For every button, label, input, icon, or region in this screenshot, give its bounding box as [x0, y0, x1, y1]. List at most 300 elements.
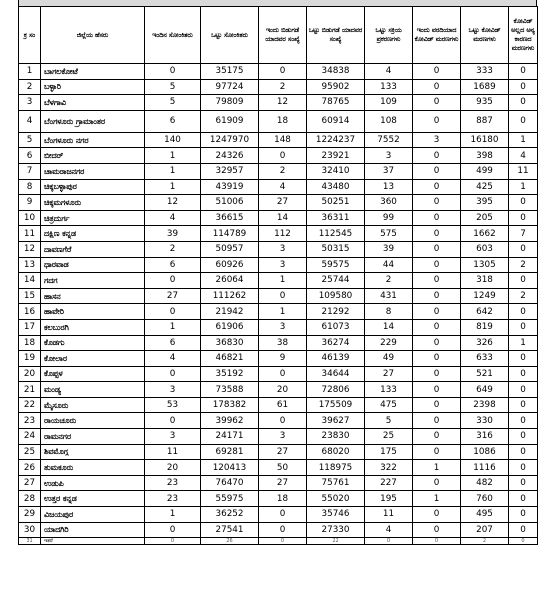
- today-discharged-cell: 112: [259, 226, 307, 242]
- serial-cell: 18: [19, 335, 41, 351]
- total-discharged-cell: 22: [307, 538, 365, 545]
- total-deaths-cell: 2398: [461, 397, 509, 413]
- non-covid-deaths-cell: 7: [509, 226, 538, 242]
- district-cell: ಇತರೆ: [41, 538, 145, 545]
- header-row: [19, 7, 538, 64]
- active-cases-cell: 3: [365, 148, 413, 164]
- today-deaths-cell: 0: [413, 319, 461, 335]
- total-cases-cell: 178382: [201, 397, 259, 413]
- today-deaths-cell: 0: [413, 351, 461, 367]
- district-cell: ಬಾಗಲಕೋಟೆ: [41, 64, 145, 80]
- active-cases-cell: 2: [365, 273, 413, 289]
- header-today-cases: ಇಂದಿನ ಸೋಂಕಿತರು: [145, 7, 201, 64]
- total-deaths-cell: 1116: [461, 460, 509, 476]
- district-cell: ಕೋಲಾರ: [41, 351, 145, 367]
- today-cases-cell: 11: [145, 444, 201, 460]
- district-cell: ಗದಗ: [41, 273, 145, 289]
- today-deaths-cell: 0: [413, 335, 461, 351]
- non-covid-deaths-cell: 2: [509, 257, 538, 273]
- total-deaths-cell: 395: [461, 195, 509, 211]
- total-discharged-cell: 23830: [307, 429, 365, 445]
- table-row: [19, 366, 538, 382]
- total-discharged-cell: 55020: [307, 491, 365, 507]
- today-discharged-cell: 3: [259, 257, 307, 273]
- total-cases-cell: 46821: [201, 351, 259, 367]
- total-cases-cell: 27541: [201, 522, 259, 538]
- district-cell: ಕೊಪ್ಪಳ: [41, 366, 145, 382]
- today-cases-cell: 23: [145, 491, 201, 507]
- serial-cell: 21: [19, 382, 41, 398]
- table-row: [19, 132, 538, 148]
- today-discharged-cell: 14: [259, 210, 307, 226]
- today-cases-cell: 3: [145, 382, 201, 398]
- today-discharged-cell: 3: [259, 429, 307, 445]
- total-cases-cell: 39962: [201, 413, 259, 429]
- district-cell: ರಾಮನಗರ: [41, 429, 145, 445]
- today-cases-cell: 1: [145, 179, 201, 195]
- serial-cell: 27: [19, 475, 41, 491]
- total-deaths-cell: 760: [461, 491, 509, 507]
- today-cases-cell: 53: [145, 397, 201, 413]
- table-row: [19, 475, 538, 491]
- today-deaths-cell: 0: [413, 288, 461, 304]
- today-discharged-cell: 148: [259, 132, 307, 148]
- active-cases-cell: 195: [365, 491, 413, 507]
- total-deaths-cell: 316: [461, 429, 509, 445]
- serial-cell: 10: [19, 210, 41, 226]
- non-covid-deaths-cell: 0: [509, 273, 538, 289]
- today-cases-cell: 0: [145, 304, 201, 320]
- active-cases-cell: 175: [365, 444, 413, 460]
- today-cases-cell: 1: [145, 148, 201, 164]
- total-discharged-cell: 35746: [307, 507, 365, 523]
- today-cases-cell: 6: [145, 257, 201, 273]
- total-deaths-cell: 330: [461, 413, 509, 429]
- table-row: [19, 351, 538, 367]
- active-cases-cell: 133: [365, 79, 413, 95]
- active-cases-cell: 8: [365, 304, 413, 320]
- serial-cell: 14: [19, 273, 41, 289]
- today-cases-cell: 1: [145, 163, 201, 179]
- total-discharged-cell: 36274: [307, 335, 365, 351]
- today-discharged-cell: 0: [259, 413, 307, 429]
- total-deaths-cell: 1086: [461, 444, 509, 460]
- active-cases-cell: 431: [365, 288, 413, 304]
- serial-cell: 11: [19, 226, 41, 242]
- today-cases-cell: 5: [145, 95, 201, 111]
- district-cell: ಮಂಡ್ಯ: [41, 382, 145, 398]
- today-cases-cell: 1: [145, 319, 201, 335]
- today-deaths-cell: 0: [413, 226, 461, 242]
- total-cases-cell: 26064: [201, 273, 259, 289]
- total-deaths-cell: 499: [461, 163, 509, 179]
- serial-cell: 7: [19, 163, 41, 179]
- today-cases-cell: 4: [145, 351, 201, 367]
- total-discharged-cell: 60914: [307, 110, 365, 132]
- table-row: [19, 538, 538, 545]
- today-cases-cell: 6: [145, 335, 201, 351]
- total-deaths-cell: 2: [461, 538, 509, 545]
- table-row: [19, 110, 538, 132]
- active-cases-cell: 39: [365, 241, 413, 257]
- today-deaths-cell: 0: [413, 304, 461, 320]
- today-discharged-cell: 18: [259, 110, 307, 132]
- total-cases-cell: 51006: [201, 195, 259, 211]
- district-cell: ಧಾರವಾಡ: [41, 257, 145, 273]
- district-cell: ಬೆಂಗಳೂರು ನಗರ: [41, 132, 145, 148]
- total-deaths-cell: 633: [461, 351, 509, 367]
- total-cases-cell: 26: [201, 538, 259, 545]
- non-covid-deaths-cell: 0: [509, 507, 538, 523]
- district-cell: ಚಿತ್ರದುರ್ಗ: [41, 210, 145, 226]
- active-cases-cell: 109: [365, 95, 413, 111]
- table-row: [19, 273, 538, 289]
- total-cases-cell: 114789: [201, 226, 259, 242]
- today-deaths-cell: 0: [413, 382, 461, 398]
- district-cell: ದಕ್ಷಿಣ ಕನ್ನಡ: [41, 226, 145, 242]
- today-discharged-cell: 0: [259, 148, 307, 164]
- active-cases-cell: 229: [365, 335, 413, 351]
- total-deaths-cell: 425: [461, 179, 509, 195]
- today-deaths-cell: 1: [413, 491, 461, 507]
- non-covid-deaths-cell: 0: [509, 110, 538, 132]
- active-cases-cell: 5: [365, 413, 413, 429]
- district-cell: ದಾವಣಗೆರೆ: [41, 241, 145, 257]
- today-discharged-cell: 3: [259, 241, 307, 257]
- today-deaths-cell: 0: [413, 195, 461, 211]
- table-row: [19, 257, 538, 273]
- total-deaths-cell: 205: [461, 210, 509, 226]
- total-cases-cell: 24326: [201, 148, 259, 164]
- today-cases-cell: 23: [145, 475, 201, 491]
- table-row: [19, 210, 538, 226]
- today-cases-cell: 0: [145, 366, 201, 382]
- serial-cell: 1: [19, 64, 41, 80]
- active-cases-cell: 0: [365, 538, 413, 545]
- non-covid-deaths-cell: 11: [509, 163, 538, 179]
- non-covid-deaths-cell: 0: [509, 460, 538, 476]
- total-deaths-cell: 642: [461, 304, 509, 320]
- non-covid-deaths-cell: 0: [509, 444, 538, 460]
- today-deaths-cell: 0: [413, 148, 461, 164]
- total-deaths-cell: 1662: [461, 226, 509, 242]
- total-deaths-cell: 16180: [461, 132, 509, 148]
- district-cell: ಚಿಕ್ಕಮಗಳೂರು: [41, 195, 145, 211]
- serial-cell: 2: [19, 79, 41, 95]
- serial-cell: 6: [19, 148, 41, 164]
- non-covid-deaths-cell: 0: [509, 522, 538, 538]
- active-cases-cell: 322: [365, 460, 413, 476]
- header-today-deaths: ಇಂದು ವರದಿಯಾದ ಕೋವಿಡ್ ಮರಣಗಳು: [413, 7, 461, 64]
- district-cell: ಉಡುಪಿ: [41, 475, 145, 491]
- district-cell: ಬೆಂಗಳೂರು ಗ್ರಾಮಾಂತರ: [41, 110, 145, 132]
- today-cases-cell: 0: [145, 413, 201, 429]
- non-covid-deaths-cell: 0: [509, 413, 538, 429]
- total-deaths-cell: 935: [461, 95, 509, 111]
- table-row: [19, 319, 538, 335]
- active-cases-cell: 11: [365, 507, 413, 523]
- total-discharged-cell: 95902: [307, 79, 365, 95]
- non-covid-deaths-cell: 0: [509, 79, 538, 95]
- total-cases-cell: 50957: [201, 241, 259, 257]
- today-deaths-cell: 0: [413, 475, 461, 491]
- table-row: [19, 413, 538, 429]
- table-row: [19, 304, 538, 320]
- today-discharged-cell: 61: [259, 397, 307, 413]
- total-discharged-cell: 39627: [307, 413, 365, 429]
- non-covid-deaths-cell: 1: [509, 179, 538, 195]
- total-cases-cell: 35175: [201, 64, 259, 80]
- serial-cell: 29: [19, 507, 41, 523]
- total-cases-cell: 43919: [201, 179, 259, 195]
- serial-cell: 20: [19, 366, 41, 382]
- serial-cell: 24: [19, 429, 41, 445]
- table-row: [19, 179, 538, 195]
- today-cases-cell: 0: [145, 538, 201, 545]
- total-discharged-cell: 34644: [307, 366, 365, 382]
- header-non-covid-deaths: ಕೋವಿಡ್ ಅಲ್ಲದ ಅನ್ಯ ಕಾರಣದ ಮರಣಗಳು: [509, 7, 538, 64]
- table-row: [19, 241, 538, 257]
- today-deaths-cell: 0: [413, 429, 461, 445]
- total-deaths-cell: 495: [461, 507, 509, 523]
- today-deaths-cell: 0: [413, 95, 461, 111]
- today-discharged-cell: 0: [259, 366, 307, 382]
- header-total-deaths: ಒಟ್ಟು ಕೋವಿಡ್ ಮರಣಗಳು: [461, 7, 509, 64]
- district-cell: ರಾಯಚೂರು: [41, 413, 145, 429]
- total-discharged-cell: 32410: [307, 163, 365, 179]
- total-discharged-cell: 72806: [307, 382, 365, 398]
- today-deaths-cell: 0: [413, 257, 461, 273]
- serial-cell: 3: [19, 95, 41, 111]
- header-active-cases: ಒಟ್ಟು ಸಕ್ರಿಯ ಪ್ರಕರಣಗಳು: [365, 7, 413, 64]
- active-cases-cell: 25: [365, 429, 413, 445]
- today-cases-cell: 20: [145, 460, 201, 476]
- today-cases-cell: 0: [145, 522, 201, 538]
- active-cases-cell: 13: [365, 179, 413, 195]
- today-deaths-cell: 0: [413, 413, 461, 429]
- serial-cell: 13: [19, 257, 41, 273]
- total-discharged-cell: 78765: [307, 95, 365, 111]
- total-cases-cell: 32957: [201, 163, 259, 179]
- total-deaths-cell: 398: [461, 148, 509, 164]
- non-covid-deaths-cell: 2: [509, 288, 538, 304]
- today-discharged-cell: 27: [259, 195, 307, 211]
- non-covid-deaths-cell: 1: [509, 335, 538, 351]
- today-deaths-cell: 0: [413, 64, 461, 80]
- total-deaths-cell: 819: [461, 319, 509, 335]
- active-cases-cell: 7552: [365, 132, 413, 148]
- non-covid-deaths-cell: 0: [509, 210, 538, 226]
- table-row: [19, 288, 538, 304]
- today-cases-cell: 4: [145, 210, 201, 226]
- total-cases-cell: 61906: [201, 319, 259, 335]
- active-cases-cell: 360: [365, 195, 413, 211]
- today-discharged-cell: 1: [259, 304, 307, 320]
- active-cases-cell: 27: [365, 366, 413, 382]
- today-cases-cell: 1: [145, 507, 201, 523]
- today-discharged-cell: 27: [259, 444, 307, 460]
- header-serial: ಕ್ರ ಸಂ: [19, 7, 41, 64]
- non-covid-deaths-cell: 0: [509, 195, 538, 211]
- total-discharged-cell: 34838: [307, 64, 365, 80]
- total-deaths-cell: 482: [461, 475, 509, 491]
- serial-cell: 26: [19, 460, 41, 476]
- table-row: [19, 163, 538, 179]
- active-cases-cell: 133: [365, 382, 413, 398]
- today-deaths-cell: 0: [413, 397, 461, 413]
- district-cell: ಕೊಡಗು: [41, 335, 145, 351]
- total-deaths-cell: 207: [461, 522, 509, 538]
- table-row: [19, 522, 538, 538]
- today-deaths-cell: 0: [413, 110, 461, 132]
- today-discharged-cell: 20: [259, 382, 307, 398]
- active-cases-cell: 49: [365, 351, 413, 367]
- table-row: [19, 507, 538, 523]
- non-covid-deaths-cell: 0: [509, 491, 538, 507]
- today-discharged-cell: 50: [259, 460, 307, 476]
- active-cases-cell: 44: [365, 257, 413, 273]
- today-discharged-cell: 0: [259, 507, 307, 523]
- non-covid-deaths-cell: 0: [509, 382, 538, 398]
- table-row: [19, 226, 538, 242]
- serial-cell: 28: [19, 491, 41, 507]
- total-cases-cell: 97724: [201, 79, 259, 95]
- district-cell: ಹಾವೇರಿ: [41, 304, 145, 320]
- total-discharged-cell: 36311: [307, 210, 365, 226]
- serial-cell: 19: [19, 351, 41, 367]
- today-discharged-cell: 1: [259, 273, 307, 289]
- today-deaths-cell: 0: [413, 444, 461, 460]
- active-cases-cell: 99: [365, 210, 413, 226]
- total-deaths-cell: 326: [461, 335, 509, 351]
- district-cell: ಶಿವಮೊಗ್ಗ: [41, 444, 145, 460]
- today-discharged-cell: 0: [259, 64, 307, 80]
- total-discharged-cell: 1224237: [307, 132, 365, 148]
- non-covid-deaths-cell: 0: [509, 351, 538, 367]
- district-cell: ಉತ್ತರ ಕನ್ನಡ: [41, 491, 145, 507]
- serial-cell: 31: [19, 538, 41, 545]
- serial-cell: 12: [19, 241, 41, 257]
- non-covid-deaths-cell: 1: [509, 132, 538, 148]
- total-cases-cell: 73588: [201, 382, 259, 398]
- serial-cell: 15: [19, 288, 41, 304]
- today-deaths-cell: 0: [413, 273, 461, 289]
- total-cases-cell: 36830: [201, 335, 259, 351]
- today-deaths-cell: 0: [413, 210, 461, 226]
- active-cases-cell: 227: [365, 475, 413, 491]
- total-discharged-cell: 59575: [307, 257, 365, 273]
- total-discharged-cell: 75761: [307, 475, 365, 491]
- today-deaths-cell: 1: [413, 460, 461, 476]
- total-deaths-cell: 603: [461, 241, 509, 257]
- district-covid-table: [18, 6, 538, 545]
- serial-cell: 17: [19, 319, 41, 335]
- table-row: [19, 444, 538, 460]
- serial-cell: 22: [19, 397, 41, 413]
- total-deaths-cell: 333: [461, 64, 509, 80]
- district-cell: ಯಾದಗಿರಿ: [41, 522, 145, 538]
- active-cases-cell: 4: [365, 64, 413, 80]
- total-discharged-cell: 46139: [307, 351, 365, 367]
- today-discharged-cell: 18: [259, 491, 307, 507]
- today-discharged-cell: 2: [259, 163, 307, 179]
- table-row: [19, 64, 538, 80]
- total-discharged-cell: 23921: [307, 148, 365, 164]
- today-deaths-cell: 0: [413, 538, 461, 545]
- header-today-discharged: ಇಂದು ಬಿಡುಗಡೆ ಯಾದವರ ಸಂಖ್ಯೆ: [259, 7, 307, 64]
- total-cases-cell: 1247970: [201, 132, 259, 148]
- district-cell: ಬಳ್ಳಾರಿ: [41, 79, 145, 95]
- district-cell: ಹಾಸನ: [41, 288, 145, 304]
- today-cases-cell: 0: [145, 273, 201, 289]
- total-discharged-cell: 112545: [307, 226, 365, 242]
- total-cases-cell: 120413: [201, 460, 259, 476]
- total-cases-cell: 69281: [201, 444, 259, 460]
- total-cases-cell: 35192: [201, 366, 259, 382]
- total-cases-cell: 79809: [201, 95, 259, 111]
- table-row: [19, 460, 538, 476]
- total-cases-cell: 36252: [201, 507, 259, 523]
- today-discharged-cell: 12: [259, 95, 307, 111]
- total-deaths-cell: 887: [461, 110, 509, 132]
- total-discharged-cell: 68020: [307, 444, 365, 460]
- total-discharged-cell: 21292: [307, 304, 365, 320]
- today-deaths-cell: 0: [413, 79, 461, 95]
- serial-cell: 30: [19, 522, 41, 538]
- total-deaths-cell: 649: [461, 382, 509, 398]
- district-cell: ಬೆಳಗಾವಿ: [41, 95, 145, 111]
- total-deaths-cell: 1249: [461, 288, 509, 304]
- total-cases-cell: 24171: [201, 429, 259, 445]
- total-discharged-cell: 50251: [307, 195, 365, 211]
- today-discharged-cell: 4: [259, 179, 307, 195]
- district-cell: ತುಮಕೂರು: [41, 460, 145, 476]
- today-cases-cell: 0: [145, 64, 201, 80]
- district-cell: ಕಲಬುರಗಿ: [41, 319, 145, 335]
- total-cases-cell: 61909: [201, 110, 259, 132]
- total-cases-cell: 111262: [201, 288, 259, 304]
- total-discharged-cell: 109580: [307, 288, 365, 304]
- today-discharged-cell: 38: [259, 335, 307, 351]
- today-deaths-cell: 0: [413, 366, 461, 382]
- non-covid-deaths-cell: 0: [509, 538, 538, 545]
- district-cell: ವಿಜಯಪುರ: [41, 507, 145, 523]
- total-discharged-cell: 27330: [307, 522, 365, 538]
- non-covid-deaths-cell: 0: [509, 64, 538, 80]
- today-cases-cell: 3: [145, 429, 201, 445]
- non-covid-deaths-cell: 0: [509, 304, 538, 320]
- total-discharged-cell: 50315: [307, 241, 365, 257]
- district-cell: ಚಾಮರಾಜನಗರ: [41, 163, 145, 179]
- non-covid-deaths-cell: 0: [509, 241, 538, 257]
- active-cases-cell: 108: [365, 110, 413, 132]
- district-cell: ಚಿಕ್ಕಬಳ್ಳಾಪುರ: [41, 179, 145, 195]
- today-discharged-cell: 0: [259, 538, 307, 545]
- table-body: [19, 64, 538, 545]
- non-covid-deaths-cell: 0: [509, 95, 538, 111]
- total-cases-cell: 60926: [201, 257, 259, 273]
- today-cases-cell: 12: [145, 195, 201, 211]
- header-district: ಜಿಲ್ಲೆಯ ಹೆಸರು: [41, 7, 145, 64]
- table-row: [19, 491, 538, 507]
- today-discharged-cell: 0: [259, 288, 307, 304]
- today-discharged-cell: 2: [259, 79, 307, 95]
- active-cases-cell: 37: [365, 163, 413, 179]
- table-row: [19, 148, 538, 164]
- total-discharged-cell: 118975: [307, 460, 365, 476]
- today-cases-cell: 27: [145, 288, 201, 304]
- serial-cell: 8: [19, 179, 41, 195]
